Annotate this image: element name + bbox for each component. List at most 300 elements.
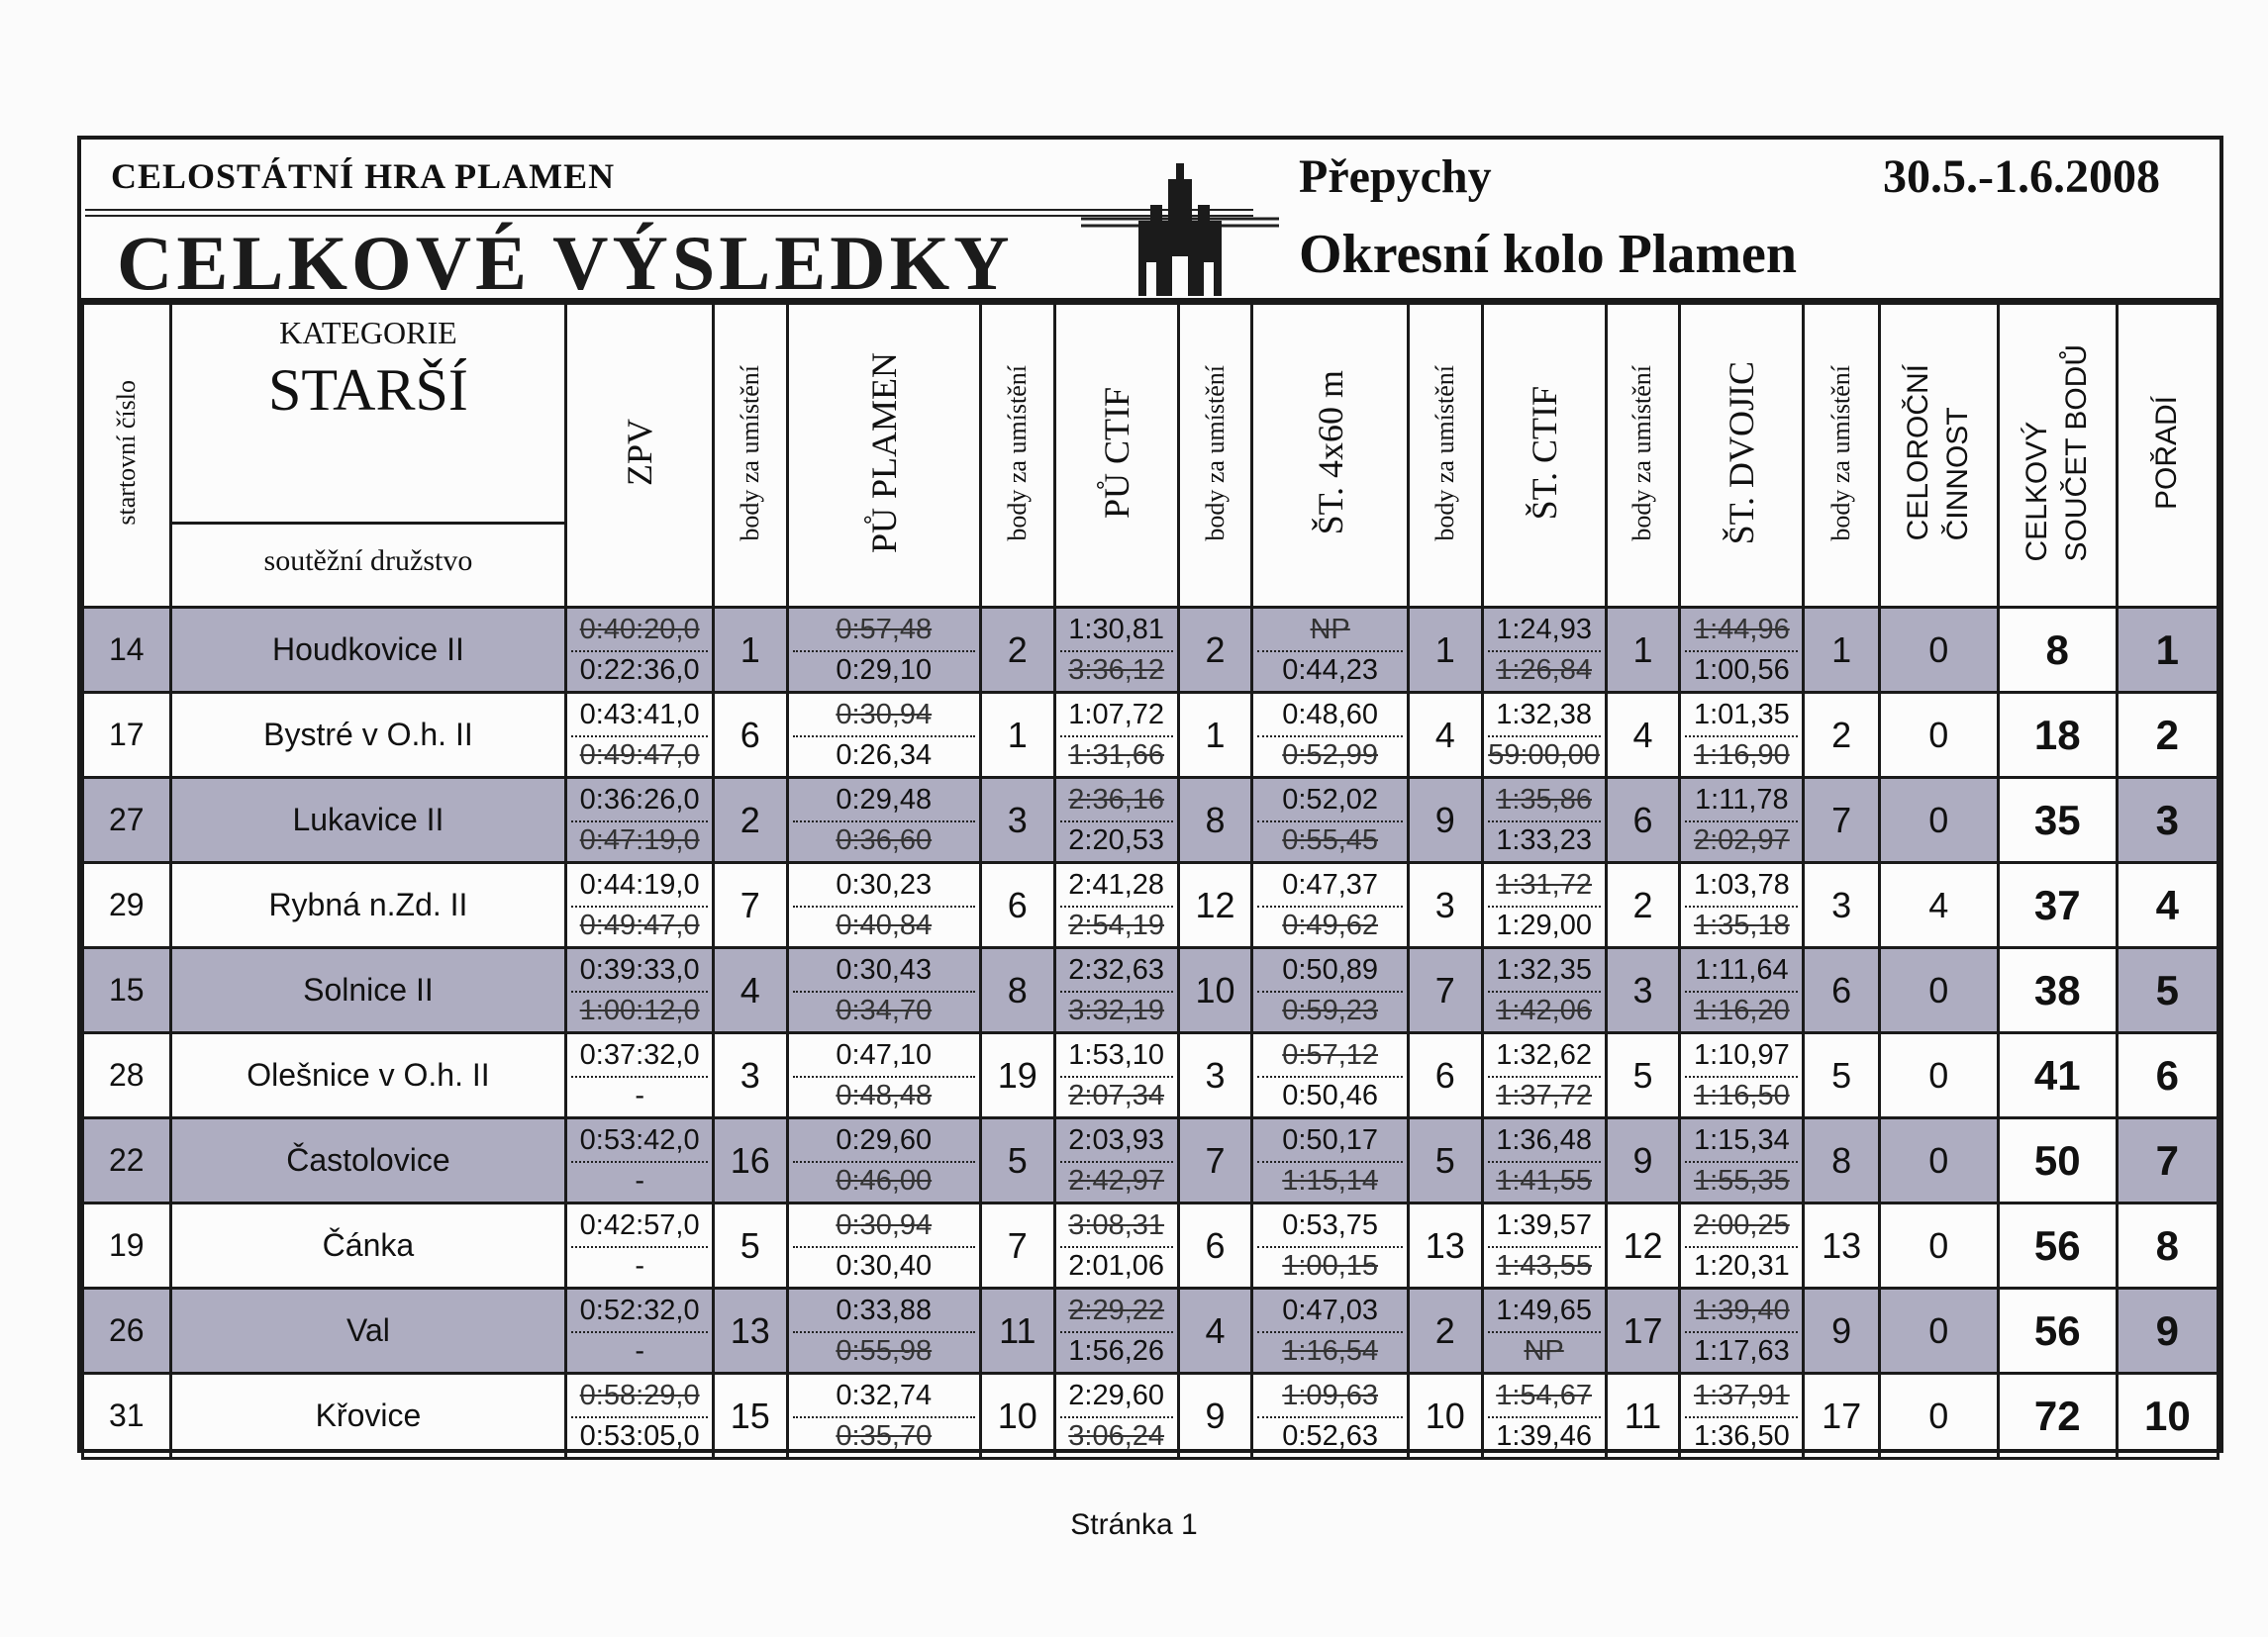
time-attempt-1: 3:08,31 [1060,1204,1173,1248]
time-attempt-2: 0:49,62 [1282,910,1379,941]
year-activity: 0 [1879,693,1998,778]
time-attempt-1: 0:29,60 [793,1119,976,1163]
stc-times [1482,1204,1606,1289]
puc-points: 7 [1178,1118,1252,1204]
zpv-times [566,1033,714,1118]
year-activity: 0 [1879,778,1998,863]
rank: 8 [2117,1204,2218,1289]
time-attempt-2: 2:20,53 [1068,824,1165,856]
col-pu-ctif: PŮ CTIF [1054,304,1178,608]
table-row [83,948,2219,1033]
team-name: Olešnice v O.h. II [170,1033,566,1118]
zpv-points: 6 [713,693,787,778]
time-attempt-2: 0:40,84 [836,910,933,941]
time-attempt-2: 0:36,60 [836,824,933,856]
time-attempt-1: 1:09,63 [1257,1375,1403,1418]
year-activity: 0 [1879,1118,1998,1204]
results-body [83,608,2219,1459]
stc-times [1482,1289,1606,1374]
col-body-5: body za umístění [1606,304,1680,608]
zpv-points: 5 [713,1204,787,1289]
st4-times [1252,608,1409,693]
std-times [1680,948,1804,1033]
year-activity: 0 [1879,948,1998,1033]
zpv-times [566,1118,714,1204]
std-times [1680,608,1804,693]
time-attempt-2: 1:31,66 [1068,739,1165,771]
st4-times [1252,863,1409,948]
start-number: 26 [83,1289,171,1374]
puc-points: 12 [1178,863,1252,948]
puc-points: 6 [1178,1204,1252,1289]
time-attempt-2: 0:26,34 [836,739,933,771]
zpv-points: 16 [713,1118,787,1204]
pup-points: 6 [981,863,1055,948]
total-points: 50 [1998,1118,2117,1204]
time-attempt-2: 0:35,70 [836,1420,933,1452]
team-name: Val [170,1289,566,1374]
time-attempt-1: 0:48,60 [1257,694,1403,737]
rank: 6 [2117,1033,2218,1118]
std-times [1680,1033,1804,1118]
col-st-4x60: ŠT. 4x60 m [1252,304,1409,608]
category-value: STARŠÍ [267,357,468,423]
place: Přepychy [1299,150,1492,203]
std-points: 2 [1804,693,1879,778]
start-number: 19 [83,1204,171,1289]
col-body-3: body za umístění [1178,304,1252,608]
time-attempt-1: 0:50,17 [1257,1119,1403,1163]
time-attempt-1: 1:30,81 [1060,609,1173,652]
total-points: 35 [1998,778,2117,863]
std-times [1680,693,1804,778]
time-attempt-2: 0:55,45 [1282,824,1379,856]
time-attempt-1: NP [1257,609,1403,652]
total-points: 56 [1998,1289,2117,1374]
time-attempt-2: 0:52,99 [1282,739,1379,771]
pup-points: 2 [981,608,1055,693]
start-number: 17 [83,693,171,778]
zpv-times [566,608,714,693]
st4-times [1252,693,1409,778]
time-attempt-2: 1:15,14 [1282,1165,1379,1197]
time-attempt-2: 1:16,90 [1693,739,1790,771]
time-attempt-2: 0:49:47,0 [579,910,700,941]
time-attempt-2: 1:37,72 [1496,1080,1592,1111]
std-points: 6 [1804,948,1879,1033]
time-attempt-1: 1:24,93 [1488,609,1601,652]
time-attempt-1: 1:39,57 [1488,1204,1601,1248]
time-attempt-1: 1:35,86 [1488,779,1601,822]
puc-times [1054,1118,1178,1204]
stc-points: 4 [1606,693,1680,778]
time-attempt-2: - [635,1165,644,1197]
pup-points: 8 [981,948,1055,1033]
col-start-number: startovní číslo [83,304,171,608]
stc-times [1482,863,1606,948]
time-attempt-2: 2:07,34 [1068,1080,1165,1111]
puc-times [1054,1289,1178,1374]
start-number: 28 [83,1033,171,1118]
time-attempt-1: 2:29,22 [1060,1290,1173,1333]
time-attempt-1: 2:00,25 [1685,1204,1798,1248]
time-attempt-2: 0:48,48 [836,1080,933,1111]
zpv-times [566,948,714,1033]
time-attempt-2: 1:00,56 [1693,654,1790,686]
time-attempt-2: 2:42,97 [1068,1165,1165,1197]
puc-points: 2 [1178,608,1252,693]
time-attempt-1: 0:32,74 [793,1375,976,1418]
rank: 1 [2117,608,2218,693]
pup-points: 10 [981,1374,1055,1459]
time-attempt-2: 0:22:36,0 [579,654,700,686]
col-zpv: ZPV [566,304,714,608]
zpv-points: 15 [713,1374,787,1459]
col-poradi: POŘADÍ [2117,304,2218,608]
st4-times [1252,1204,1409,1289]
time-attempt-2: 1:36,50 [1693,1420,1790,1452]
time-attempt-1: 0:30,94 [793,1204,976,1248]
pup-times [787,693,981,778]
stc-points: 5 [1606,1033,1680,1118]
total-points: 72 [1998,1374,2117,1459]
puc-times [1054,1204,1178,1289]
pup-times [787,948,981,1033]
stc-points: 12 [1606,1204,1680,1289]
stc-points: 17 [1606,1289,1680,1374]
col-pu-plamen: PŮ PLAMEN [787,304,981,608]
table-row [83,1374,2219,1459]
pup-points: 5 [981,1118,1055,1204]
start-number: 15 [83,948,171,1033]
time-attempt-1: 2:32,63 [1060,949,1173,993]
time-attempt-2: 1:16,50 [1693,1080,1790,1111]
time-attempt-1: 0:30,94 [793,694,976,737]
zpv-times [566,1204,714,1289]
col-body-2: body za umístění [981,304,1055,608]
rank: 9 [2117,1289,2218,1374]
time-attempt-1: 1:32,35 [1488,949,1601,993]
pup-times [787,863,981,948]
time-attempt-1: 0:43:41,0 [571,694,708,737]
std-times [1680,1118,1804,1204]
stc-points: 6 [1606,778,1680,863]
time-attempt-1: 0:39:33,0 [571,949,708,993]
rank: 5 [2117,948,2218,1033]
header [81,140,2219,306]
stc-times [1482,1374,1606,1459]
start-number: 22 [83,1118,171,1204]
std-times [1680,863,1804,948]
time-attempt-2: 0:52,63 [1282,1420,1379,1452]
col-team [170,304,566,608]
time-attempt-2: 0:34,70 [836,995,933,1026]
time-attempt-1: 1:11,78 [1685,779,1798,822]
time-attempt-1: 0:57,48 [793,609,976,652]
time-attempt-2: 1:43,55 [1496,1250,1592,1282]
time-attempt-2: 2:01,06 [1068,1250,1165,1282]
pup-times [787,1033,981,1118]
st4-points: 7 [1408,948,1482,1033]
year-activity: 0 [1879,608,1998,693]
std-points: 5 [1804,1033,1879,1118]
time-attempt-2: 1:26,84 [1496,654,1592,686]
time-attempt-1: 1:10,97 [1685,1034,1798,1078]
team-name: Čánka [170,1204,566,1289]
time-attempt-2: 0:50,46 [1282,1080,1379,1111]
puc-times [1054,693,1178,778]
header-row [83,304,2219,608]
pup-points: 3 [981,778,1055,863]
stc-times [1482,608,1606,693]
st4-times [1252,778,1409,863]
time-attempt-2: 1:00:12,0 [579,995,700,1026]
std-points: 8 [1804,1118,1879,1204]
team-name: Solnice II [170,948,566,1033]
rank: 3 [2117,778,2218,863]
st4-points: 5 [1408,1118,1482,1204]
table-row [83,863,2219,948]
time-attempt-1: 2:03,93 [1060,1119,1173,1163]
col-body-1: body za umístění [713,304,787,608]
time-attempt-2: 59:00,00 [1488,739,1601,771]
team-name: Křovice [170,1374,566,1459]
table-row [83,693,2219,778]
time-attempt-2: 3:32,19 [1068,995,1165,1026]
team-header: soutěžní družstvo [263,544,473,577]
time-attempt-2: 1:39,46 [1496,1420,1592,1452]
rank: 10 [2117,1374,2218,1459]
results-table [81,302,2219,1460]
puc-times [1054,863,1178,948]
zpv-points: 3 [713,1033,787,1118]
time-attempt-1: 1:36,48 [1488,1119,1601,1163]
time-attempt-1: 0:33,88 [793,1290,976,1333]
category-label: KATEGORIE [279,315,457,350]
table-row [83,778,2219,863]
time-attempt-2: 0:47:19,0 [579,824,700,856]
year-activity: 0 [1879,1033,1998,1118]
std-times [1680,1204,1804,1289]
zpv-points: 4 [713,948,787,1033]
time-attempt-1: 0:47,37 [1257,864,1403,908]
time-attempt-2: 1:17,63 [1693,1335,1790,1367]
zpv-times [566,693,714,778]
castle-logo-icon [1081,159,1279,298]
total-points: 56 [1998,1204,2117,1289]
time-attempt-1: 0:30,43 [793,949,976,993]
pup-times [787,608,981,693]
event-date: 30.5.-1.6.2008 [1883,150,2160,203]
time-attempt-1: 2:36,16 [1060,779,1173,822]
time-attempt-2: 0:59,23 [1282,995,1379,1026]
st4-times [1252,1374,1409,1459]
puc-points: 3 [1178,1033,1252,1118]
time-attempt-1: 0:47,03 [1257,1290,1403,1333]
st4-points: 6 [1408,1033,1482,1118]
time-attempt-1: 1:54,67 [1488,1375,1601,1418]
stc-points: 9 [1606,1118,1680,1204]
start-number: 14 [83,608,171,693]
time-attempt-2: 1:41,55 [1496,1165,1592,1197]
puc-times [1054,608,1178,693]
puc-points: 8 [1178,778,1252,863]
time-attempt-2: 1:29,00 [1496,910,1592,941]
table-row [83,1033,2219,1118]
time-attempt-1: 1:44,96 [1685,609,1798,652]
pup-times [787,1289,981,1374]
col-celkovy: CELKOVÝ SOUČET BODŮ [1998,304,2117,608]
time-attempt-1: 0:53:42,0 [571,1119,708,1163]
time-attempt-1: 0:58:29,0 [571,1375,708,1418]
total-points: 18 [1998,693,2117,778]
std-points: 3 [1804,863,1879,948]
time-attempt-1: 1:32,38 [1488,694,1601,737]
col-body-6: body za umístění [1804,304,1879,608]
time-attempt-2: 1:20,31 [1693,1250,1790,1282]
organization-title: CELOSTÁTNÍ HRA PLAMEN [111,156,616,196]
pup-times [787,1374,981,1459]
time-attempt-2: 0:29,10 [836,654,933,686]
pup-points: 7 [981,1204,1055,1289]
stc-points: 2 [1606,863,1680,948]
st4-times [1252,1289,1409,1374]
year-activity: 0 [1879,1204,1998,1289]
time-attempt-2: 1:16,54 [1282,1335,1379,1367]
time-attempt-2: 3:06,24 [1068,1420,1165,1452]
year-activity: 0 [1879,1374,1998,1459]
time-attempt-2: - [635,1335,644,1367]
title-rule [85,209,1253,217]
time-attempt-1: 0:50,89 [1257,949,1403,993]
time-attempt-1: 0:53,75 [1257,1204,1403,1248]
time-attempt-2: 1:33,23 [1496,824,1592,856]
time-attempt-2: 0:55,98 [836,1335,933,1367]
time-attempt-1: 0:42:57,0 [571,1204,708,1248]
start-number: 29 [83,863,171,948]
time-attempt-2: 2:02,97 [1693,824,1790,856]
puc-times [1054,778,1178,863]
time-attempt-1: 2:41,28 [1060,864,1173,908]
stc-times [1482,693,1606,778]
time-attempt-1: 0:44:19,0 [571,864,708,908]
year-activity: 4 [1879,863,1998,948]
puc-points: 1 [1178,693,1252,778]
page-footer: Stránka 1 [1070,1508,1198,1541]
stc-times [1482,1033,1606,1118]
time-attempt-2: 0:46,00 [836,1165,933,1197]
pup-points: 19 [981,1033,1055,1118]
total-points: 37 [1998,863,2117,948]
stc-times [1482,948,1606,1033]
team-name: Častolovice [170,1118,566,1204]
total-points: 8 [1998,608,2117,693]
puc-points: 9 [1178,1374,1252,1459]
stc-points: 1 [1606,608,1680,693]
time-attempt-1: 1:11,64 [1685,949,1798,993]
zpv-points: 1 [713,608,787,693]
stc-times [1482,1118,1606,1204]
zpv-times [566,1289,714,1374]
stc-points: 11 [1606,1374,1680,1459]
time-attempt-1: 1:37,91 [1685,1375,1798,1418]
time-attempt-1: 0:36:26,0 [571,779,708,822]
time-attempt-1: 1:49,65 [1488,1290,1601,1333]
time-attempt-2: 1:35,18 [1693,910,1790,941]
team-name: Houdkovice II [170,608,566,693]
st4-points: 9 [1408,778,1482,863]
puc-points: 4 [1178,1289,1252,1374]
time-attempt-1: 1:39,40 [1685,1290,1798,1333]
total-points: 41 [1998,1033,2117,1118]
std-points: 13 [1804,1204,1879,1289]
pup-points: 11 [981,1289,1055,1374]
time-attempt-2: 1:16,20 [1693,995,1790,1026]
zpv-times [566,863,714,948]
time-attempt-2: NP [1524,1335,1564,1367]
time-attempt-2: 0:44,23 [1282,654,1379,686]
stc-times [1482,778,1606,863]
time-attempt-1: 0:40:20,0 [571,609,708,652]
time-attempt-2: 0:49:47,0 [579,739,700,771]
st4-times [1252,1033,1409,1118]
puc-times [1054,1374,1178,1459]
col-st-dvojic: ŠT. DVOJIC [1680,304,1804,608]
time-attempt-1: 0:30,23 [793,864,976,908]
time-attempt-2: - [635,1080,644,1111]
team-name: Lukavice II [170,778,566,863]
zpv-points: 13 [713,1289,787,1374]
table-row [83,1204,2219,1289]
puc-points: 10 [1178,948,1252,1033]
puc-times [1054,948,1178,1033]
st4-points: 2 [1408,1289,1482,1374]
time-attempt-2: 1:56,26 [1068,1335,1165,1367]
results-sheet [77,136,2223,1453]
st4-points: 3 [1408,863,1482,948]
time-attempt-1: 0:57,12 [1257,1034,1403,1078]
col-st-ctif: ŠT. CTIF [1482,304,1606,608]
time-attempt-2: 2:54,19 [1068,910,1165,941]
col-body-4: body za umístění [1408,304,1482,608]
zpv-times [566,1374,714,1459]
zpv-points: 2 [713,778,787,863]
time-attempt-1: 1:15,34 [1685,1119,1798,1163]
time-attempt-1: 0:47,10 [793,1034,976,1078]
time-attempt-2: 1:55,35 [1693,1165,1790,1197]
start-number: 31 [83,1374,171,1459]
std-points: 17 [1804,1374,1879,1459]
pup-points: 1 [981,693,1055,778]
std-times [1680,778,1804,863]
pup-times [787,1204,981,1289]
team-name: Rybná n.Zd. II [170,863,566,948]
zpv-times [566,778,714,863]
page-title: CELKOVÉ VÝSLEDKY [117,220,1014,306]
time-attempt-1: 1:07,72 [1060,694,1173,737]
time-attempt-1: 1:03,78 [1685,864,1798,908]
time-attempt-2: - [635,1250,644,1282]
time-attempt-2: 0:30,40 [836,1250,933,1282]
start-number: 27 [83,778,171,863]
std-points: 9 [1804,1289,1879,1374]
zpv-points: 7 [713,863,787,948]
total-points: 38 [1998,948,2117,1033]
st4-points: 4 [1408,693,1482,778]
time-attempt-1: 0:37:32,0 [571,1034,708,1078]
time-attempt-1: 0:29,48 [793,779,976,822]
time-attempt-1: 0:52,02 [1257,779,1403,822]
